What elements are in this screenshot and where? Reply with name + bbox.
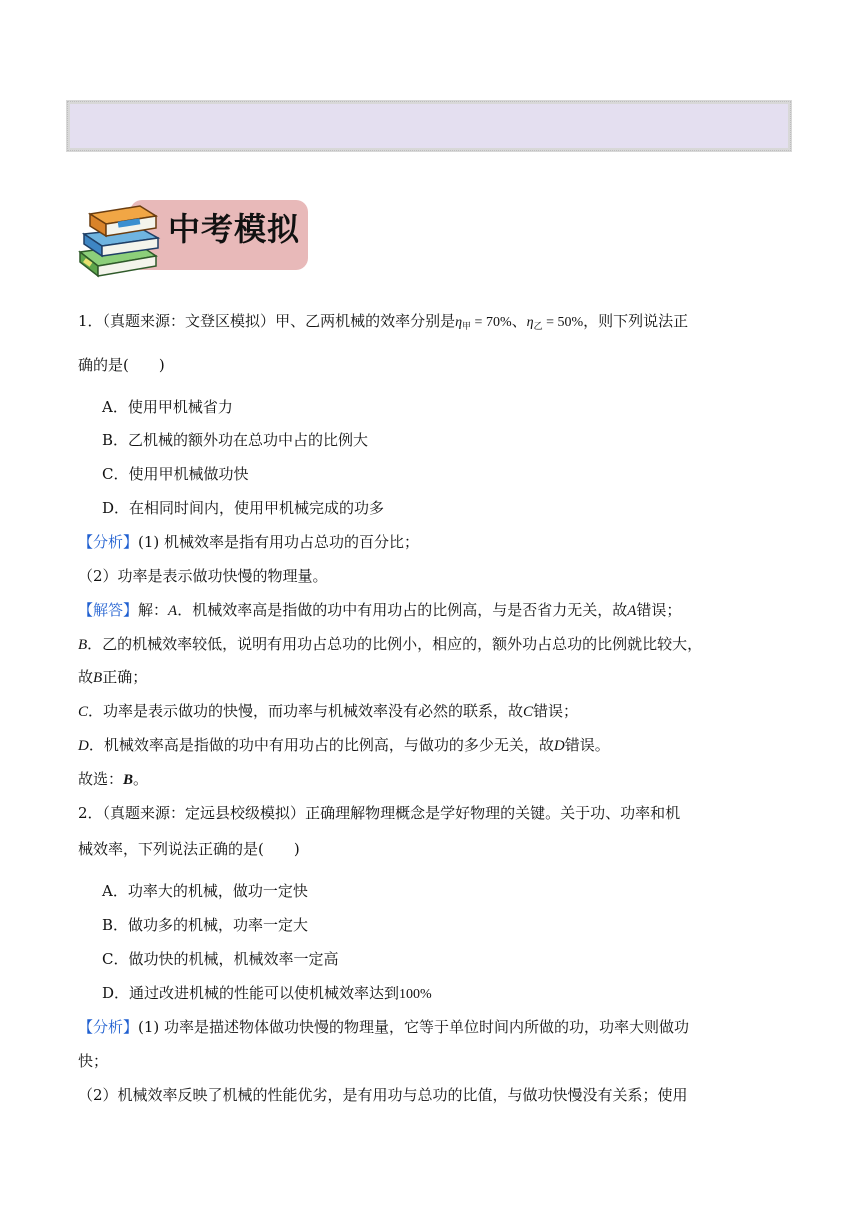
q1-final-choice [78,768,148,791]
stem-text: 甲、乙两机械的效率分别是 [275,312,456,330]
answer-text: 错误。 [564,736,610,754]
q2-option-b: B．做功多的机械，功率一定大 [102,916,309,934]
q1-option-c: C．使用甲机械做功快 [102,465,249,483]
answer-text: 故选： [78,770,124,788]
section-title: 中考模拟 [168,210,301,248]
question-number: 2． [78,804,103,822]
answer-text: 故 [78,668,94,686]
answer-text: ．机械效率高是指做的功中有用功占的比例高，与做功的多少无关，故 [88,736,554,754]
q2-analysis [78,1016,689,1038]
answer-text: 。 [133,770,149,788]
option-text: D．通过改进机械的性能可以使机械效率达到 [102,984,400,1002]
eta-jia-value: = 70% [471,315,512,330]
option-letter: C [523,704,534,720]
q2-analysis-2: （2）机械效率反映了机械的性能优劣，是有用功与总功的比值，与做功快慢没有关系；使用 [78,1086,688,1104]
answer-text: 错误； [533,702,579,720]
eta-symbol: $\eta_甲$ [455,315,472,331]
q1-analysis-2: （2）功率是表示做功快慢的物理量。 [78,567,328,585]
option-letter: D [553,738,565,754]
q1-option-d: D．在相同时间内，使用甲机械完成的功多 [102,499,385,517]
stem-text: ，则下列说法正 [583,312,689,330]
q1-answer-b-cont [78,666,147,689]
q1-answer-d [78,734,610,757]
question-source: （真题来源：定远县校级模拟） [102,804,306,822]
option-value: 100% [399,987,432,1002]
q2-option-a: A．功率大的机械，做功一定快 [102,882,308,900]
question-1-stem-cont: 确的是( ) [78,356,165,374]
q1-option-b: B．乙机械的额外功在总功中占的比例大 [102,431,369,449]
answer-text: ．乙的机械效率较低，说明有用功占总功的比例小，相应的，额外功占总功的比例就比较大， [87,635,703,653]
header-banner [66,100,792,152]
answer-text: ．机械效率高是指做的功中有用功占的比例高，与是否省力无关，故 [177,601,628,619]
question-1-stem [78,310,688,337]
q1-answer-c [78,700,578,723]
option-letter: B [93,670,103,686]
section-header [74,196,314,280]
books-icon [74,196,164,280]
answer-text: 正确； [102,668,148,686]
analysis-tag: 【分析】 [78,1018,139,1036]
q2-option-c: C．做功快的机械，机械效率一定高 [102,950,339,968]
q1-option-a: A．使用甲机械省力 [102,398,233,416]
q2-analysis-cont: 快； [78,1052,109,1070]
question-2-stem [78,802,680,824]
eta-yi-value: = 50% [542,315,584,330]
answer-prefix: 解： [138,601,169,619]
analysis-tag: 【分析】 [78,533,139,551]
stem-text: 正确理解物理概念是学好物理的关键。关于功、功率和机 [305,804,681,822]
q2-option-d [102,982,432,1006]
q1-answer-a [78,599,681,622]
answer-text: 错误； [636,601,682,619]
eta-symbol: $\eta_乙$ [526,315,543,331]
option-letter: B [78,637,88,653]
q1-answer-b [78,633,702,656]
option-letter: A [168,603,178,619]
answer-text: ．功率是表示做功的快慢，而功率与机械效率没有必然的联系，故 [88,702,524,720]
answer-tag: 【解答】 [78,601,139,619]
question-2-stem-cont: 械效率，下列说法正确的是( ) [78,840,300,858]
question-source: （真题来源：文登区模拟） [102,312,276,330]
q1-analysis [78,531,419,553]
option-letter: D [78,738,89,754]
option-letter: A [627,603,637,619]
analysis-text: (1) 功率是描述物体做功快慢的物理量，它等于单位时间内所做的功，功率大则做功 [138,1018,690,1036]
option-letter: B [123,772,134,788]
separator: 、 [511,312,527,330]
analysis-text: (1) 机械效率是指有用功占总功的百分比； [138,533,420,551]
option-letter: C [78,704,89,720]
question-number: 1． [78,312,103,330]
